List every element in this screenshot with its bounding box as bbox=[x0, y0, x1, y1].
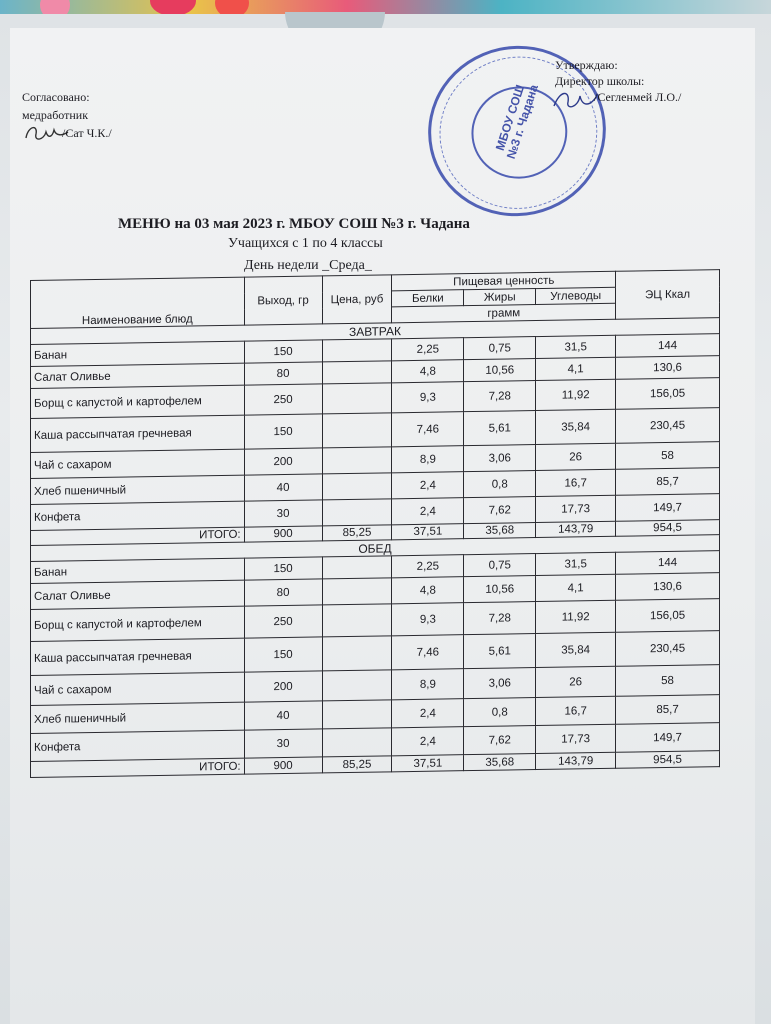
dish-weight: 30 bbox=[244, 729, 322, 758]
section-breakfast bbox=[31, 318, 720, 546]
dish-kcal: 156,05 bbox=[616, 378, 720, 410]
menu-table bbox=[30, 269, 720, 778]
total-price: 85,25 bbox=[322, 525, 392, 541]
dish-protein: 2,25 bbox=[392, 338, 464, 361]
dish-weight: 40 bbox=[244, 474, 322, 501]
dish-carbs: 31,5 bbox=[536, 552, 616, 575]
dish-protein: 4,8 bbox=[392, 577, 464, 604]
dish-fat: 10,56 bbox=[464, 359, 536, 382]
dish-price bbox=[322, 578, 392, 605]
dish-price bbox=[322, 473, 392, 500]
total-carbs: 143,79 bbox=[536, 752, 616, 769]
dish-kcal: 149,7 bbox=[616, 723, 720, 753]
dish-name: Салат Оливье bbox=[31, 580, 245, 609]
dish-price bbox=[322, 383, 392, 414]
dish-fat: 5,61 bbox=[464, 411, 536, 446]
dish-name: Хлеб пшеничный bbox=[31, 702, 245, 733]
dish-weight: 80 bbox=[244, 579, 322, 606]
dish-weight: 250 bbox=[244, 605, 322, 638]
dish-fat: 5,61 bbox=[464, 634, 536, 669]
stamp-center-text: МБОУ СОШ №3 г. Чадана bbox=[492, 82, 541, 161]
dish-price bbox=[322, 636, 392, 671]
dish-price bbox=[322, 499, 392, 526]
dish-price bbox=[322, 361, 392, 384]
dish-kcal: 230,45 bbox=[616, 631, 720, 667]
dish-name: Конфета bbox=[31, 501, 245, 530]
dish-fat: 7,62 bbox=[464, 726, 536, 755]
dish-weight: 150 bbox=[244, 340, 322, 363]
header-protein: Белки bbox=[392, 290, 464, 307]
dish-name: Борщ с капустой и картофелем bbox=[31, 385, 245, 418]
dish-fat: 3,06 bbox=[464, 445, 536, 472]
agreed-name: /Сат Ч.К./ bbox=[62, 126, 112, 140]
total-weight: 900 bbox=[244, 757, 322, 774]
total-price: 85,25 bbox=[322, 756, 392, 773]
dish-kcal: 156,05 bbox=[616, 599, 720, 633]
dish-protein: 4,8 bbox=[392, 360, 464, 383]
dish-kcal: 130,6 bbox=[616, 356, 720, 380]
total-kcal: 954,5 bbox=[616, 751, 720, 769]
dish-fat: 3,06 bbox=[464, 668, 536, 699]
dish-protein: 2,4 bbox=[392, 727, 464, 756]
header-energy: ЭЦ Ккал bbox=[616, 270, 720, 320]
dish-price bbox=[322, 447, 392, 474]
total-protein: 37,51 bbox=[392, 755, 464, 772]
total-label: ИТОГО: bbox=[31, 527, 245, 545]
dish-carbs: 35,84 bbox=[536, 632, 616, 667]
dish-kcal: 58 bbox=[616, 442, 720, 470]
dish-name: Каша рассыпчатая гречневая bbox=[31, 638, 245, 675]
dish-protein: 8,9 bbox=[392, 669, 464, 700]
dish-carbs: 26 bbox=[536, 666, 616, 697]
dish-protein: 7,46 bbox=[392, 412, 464, 447]
dish-name: Борщ с капустой и картофелем bbox=[31, 606, 245, 641]
section-title: ОБЕД bbox=[31, 535, 720, 562]
dish-weight: 200 bbox=[244, 671, 322, 702]
dish-carbs: 16,7 bbox=[536, 469, 616, 496]
dish-name: Банан bbox=[31, 558, 245, 583]
dish-fat: 0,75 bbox=[464, 337, 536, 360]
approved-role: Директор школы: bbox=[555, 74, 645, 88]
dish-price bbox=[322, 604, 392, 637]
dish-name: Каша рассыпчатая гречневая bbox=[31, 415, 245, 452]
dish-kcal: 85,7 bbox=[616, 695, 720, 725]
dish-name: Хлеб пшеничный bbox=[31, 475, 245, 504]
director-signature bbox=[550, 86, 600, 114]
dish-carbs: 31,5 bbox=[536, 335, 616, 358]
dish-fat: 0,8 bbox=[464, 471, 536, 498]
dish-protein: 2,4 bbox=[392, 472, 464, 499]
header-nutrition: Пищевая ценность bbox=[392, 271, 616, 291]
total-kcal: 954,5 bbox=[616, 520, 720, 537]
dish-weight: 150 bbox=[244, 557, 322, 580]
menu-title: МЕНЮ на 03 мая 2023 г. МБОУ СОШ №3 г. Чадана bbox=[118, 216, 470, 232]
dish-carbs: 4,1 bbox=[536, 574, 616, 601]
dish-price bbox=[322, 339, 392, 362]
dish-fat: 7,62 bbox=[464, 497, 536, 524]
dish-kcal: 144 bbox=[616, 334, 720, 358]
dish-name: Чай с сахаром bbox=[31, 672, 245, 705]
dish-carbs: 11,92 bbox=[536, 600, 616, 633]
dish-name: Конфета bbox=[31, 730, 245, 761]
dish-carbs: 35,84 bbox=[536, 409, 616, 444]
dish-fat: 10,56 bbox=[464, 576, 536, 603]
dish-fat: 7,28 bbox=[464, 602, 536, 635]
agreed-label: Согласовано: bbox=[22, 90, 90, 104]
approved-label: Утверждаю: bbox=[555, 58, 618, 72]
dish-kcal: 58 bbox=[616, 665, 720, 697]
header-fat: Жиры bbox=[464, 289, 536, 306]
dish-price bbox=[322, 728, 392, 757]
total-weight: 900 bbox=[244, 526, 322, 542]
dish-price bbox=[322, 413, 392, 448]
dish-price bbox=[322, 700, 392, 729]
dish-carbs: 17,73 bbox=[536, 724, 616, 753]
dish-weight: 150 bbox=[244, 637, 322, 672]
header-weight: Выход, гр bbox=[244, 276, 322, 325]
dish-protein: 8,9 bbox=[392, 446, 464, 473]
section-title: ЗАВТРАК bbox=[31, 318, 720, 345]
total-carbs: 143,79 bbox=[536, 521, 616, 537]
dish-kcal: 85,7 bbox=[616, 468, 720, 496]
dish-protein: 7,46 bbox=[392, 635, 464, 670]
menu-subtitle: Учащихся с 1 по 4 классы bbox=[228, 236, 383, 251]
dish-weight: 200 bbox=[244, 448, 322, 475]
dish-carbs: 11,92 bbox=[536, 379, 616, 410]
dish-fat: 0,8 bbox=[464, 698, 536, 727]
dish-protein: 2,25 bbox=[392, 555, 464, 578]
dish-protein: 9,3 bbox=[392, 382, 464, 413]
total-fat: 35,68 bbox=[464, 523, 536, 539]
total-fat: 35,68 bbox=[464, 754, 536, 771]
header-name: Наименование блюд bbox=[31, 277, 245, 328]
dish-weight: 150 bbox=[244, 414, 322, 449]
dish-kcal: 144 bbox=[616, 551, 720, 575]
dish-kcal: 130,6 bbox=[616, 573, 720, 601]
approved-name: /Сегленмей Л.О./ bbox=[594, 90, 682, 104]
dish-name: Чай с сахаром bbox=[31, 449, 245, 478]
dish-carbs: 16,7 bbox=[536, 696, 616, 725]
dish-price bbox=[322, 670, 392, 701]
dish-carbs: 4,1 bbox=[536, 357, 616, 380]
dish-weight: 30 bbox=[244, 500, 322, 527]
dish-name: Салат Оливье bbox=[31, 363, 245, 388]
dish-protein: 9,3 bbox=[392, 603, 464, 636]
header-price: Цена, руб bbox=[322, 275, 392, 324]
agreed-role: медработник bbox=[22, 108, 89, 122]
total-label: ИТОГО: bbox=[31, 758, 245, 777]
dish-weight: 40 bbox=[244, 701, 322, 730]
dish-protein: 2,4 bbox=[392, 699, 464, 728]
day-line: День недели _Среда_ bbox=[244, 258, 372, 273]
total-protein: 37,51 bbox=[392, 524, 464, 540]
dish-carbs: 26 bbox=[536, 443, 616, 470]
header-unit: грамм bbox=[392, 303, 616, 323]
dish-protein: 2,4 bbox=[392, 498, 464, 525]
dish-fat: 0,75 bbox=[464, 554, 536, 577]
dish-fat: 7,28 bbox=[464, 381, 536, 412]
dish-weight: 80 bbox=[244, 362, 322, 385]
dish-weight: 250 bbox=[244, 384, 322, 415]
dish-kcal: 230,45 bbox=[616, 408, 720, 444]
dish-kcal: 149,7 bbox=[616, 494, 720, 522]
dish-name: Банан bbox=[31, 341, 245, 366]
dish-carbs: 17,73 bbox=[536, 495, 616, 522]
header-carbs: Углеводы bbox=[536, 287, 616, 304]
dish-price bbox=[322, 556, 392, 579]
section-lunch bbox=[31, 535, 720, 778]
